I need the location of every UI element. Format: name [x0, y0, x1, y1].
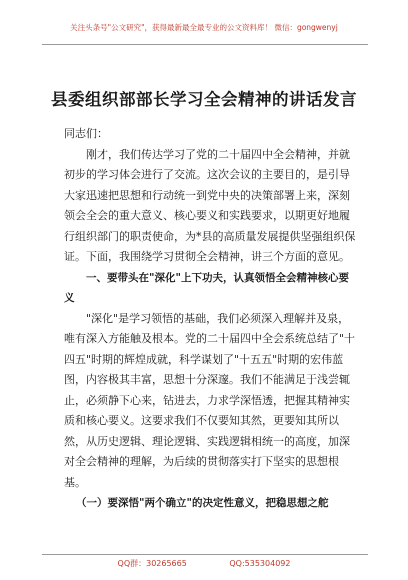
footer — [0, 558, 408, 569]
header-note: 关注头条号"公文研究"，获得最新最全最专业的公文资料库！ 微信：gongwenyj — [70, 23, 338, 32]
section-heading-1: 一、要带头在"深化"上下功夫，认真领悟全会精神核心要义 — [64, 271, 349, 304]
document-body — [64, 124, 356, 514]
footer-qq-group: QQ群：30265665 — [117, 559, 187, 568]
salutation: 同志们： — [64, 127, 108, 140]
body-paragraph: "深化"是学习领悟的基础，我们必须深入理解并及泉，唯有深入方能触及根本。党的二十届四中全会系统总结了"十四五"时期的辉煌成就，科学谋划了"十五五"时期的宏伟蓝图，内容极其丰富，思想十分深邃。我们不能满足于浅尝辄止，必须静下心来，钻进去，力求学深悟透，把握其精神实质和核心要义。这要求我们不仅要知其然，更要知其所以然，从历史逻辑、理论逻辑、实践逻辑相统一的高度，加深对全会精神的理解，为后续的贯彻落实打下坚实的思想根基。 — [64, 311, 356, 489]
intro-paragraph: 刚才，我们传达学习了党的二十届四中全会精神，并就初步的学习体会进行了交流。这次会议的主要目的，是引导大家迅速把思想和行动统一到党中央的决策部署上来，深刻领会全会的重大意义、核心要义和实践要求，以期更好地履行组织部门的职责使命，为*县的高质量发展提供坚强组织保证。下面，我围绕学习贯彻全会精神，讲三个方面的意见。 — [64, 147, 356, 263]
footer-qq-contact: QQ:535304092 — [229, 559, 291, 568]
subsection-heading-1: （一）要深悟"两个确立"的决定性意义，把稳思想之舵 — [76, 497, 329, 509]
header-divider — [42, 44, 368, 45]
footer-divider — [42, 554, 368, 555]
document-title: 县委组织部部长学习全会精神的讲话发言 — [51, 90, 357, 109]
